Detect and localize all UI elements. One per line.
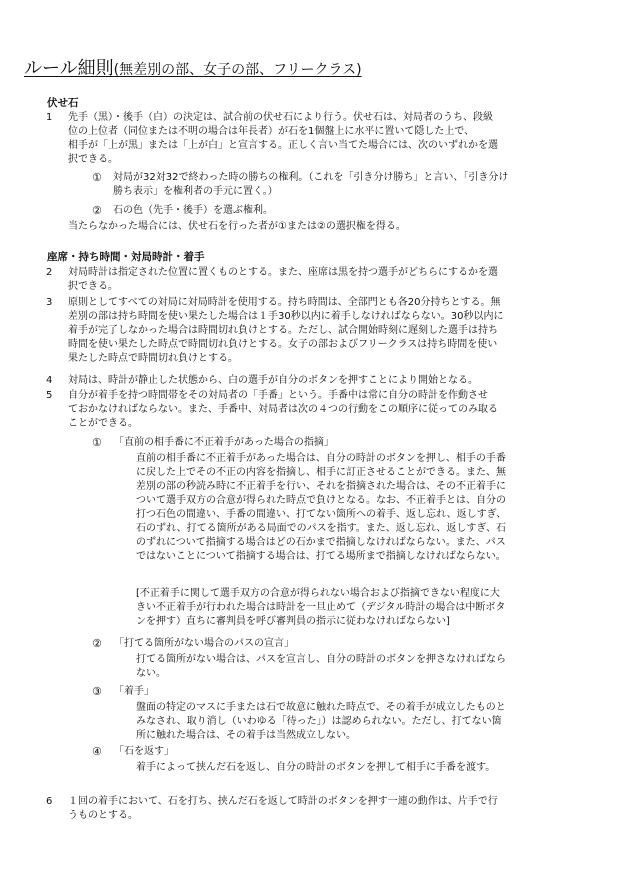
title-main: ルール細則 (24, 58, 114, 79)
choice-mark-2: ② (92, 204, 102, 217)
item-number-1: 1 (46, 112, 53, 123)
fallback-text: 当たらなかった場合には、伏せ石を行った者が①または②の選択権を得る。 (68, 221, 406, 232)
subitem-text-3: 盤面の特定のマスに手または石で故意に触れた時点で、その着手が成立したものと みなされ、取り消し（いわゆる「待った」）は認められない。ただし、打てない箇 所に触れた場合は、その着手は当然成立しない。 (136, 702, 506, 741)
subitem-heading-4: 「石を返す」 (114, 746, 174, 757)
subitem-heading-1: 「直前の相手番に不正着手があった場合の指摘」 (114, 437, 334, 448)
section-heading-seats-time: 座席・持ち時間・対局時計・着手 (47, 251, 205, 263)
item-text-6: １回の着手において、石を打ち、挟んだ石を返して時計のボタンを押す一連の動作は、片手で行 うものとする。 (68, 796, 498, 821)
page-title (24, 58, 362, 81)
item-number-3: 3 (46, 297, 53, 308)
subitem-heading-2: 「打てる箇所がない場合のパスの宣言」 (114, 638, 294, 649)
item-text-3: 原則としてすべての対局に対局時計を使用する。持ち時間は、全部門とも各20分持ちとする。無 差別の部は持ち時間を使い果たした場合は１手30秒以内に着手しなければならない。30秒以内に 着手が完了しなかった場合は時間切れ負けとする。ただし、試合開始時刻に遅刻した選手は持ち 時間を使い果たした時点で時間切れ負けとする。女子の部およびフリークラスは持ち時間を使い 果たした時点で時間切れ負けとする。 (68, 297, 504, 364)
item-number-4: 4 (46, 375, 53, 386)
title-subtitle: (無差別の部、女子の部、フリークラス) (113, 62, 362, 78)
subitem-mark-1: ① (92, 436, 102, 449)
subitem-mark-4: ④ (92, 745, 102, 758)
item-number-5: 5 (46, 390, 53, 401)
item-text-2: 対局時計は指定された位置に置くものとする。また、座席は黒を持つ選手がどちらにするかを選 択できる。 (68, 267, 498, 292)
choice-mark-1: ① (92, 171, 102, 184)
section-heading-fuseishi: 伏せ石 (47, 97, 79, 109)
subitem-note-1: [不正着手に関して選手双方の合意が得られない場合および指摘できない程度に大 きい不正着手が行われた場合は時計を一旦止めて（デジタル時計の場合は中断ボタ ンを押す）直ちに審判員を呼び審判員の指示に従わなければならない] (136, 588, 506, 627)
subitem-mark-2: ② (92, 637, 102, 650)
subitem-text-2: 打てる箇所がない場合は、パスを宣言し、自分の時計のボタンを押さなければなら ない。 (136, 654, 506, 679)
item-number-2: 2 (46, 267, 53, 278)
subitem-mark-3: ③ (92, 685, 102, 698)
choice-text-1: 対局が32対32で終わった時の勝ちの権利。（これを「引き分け勝ち」と言い、「引き分け 勝ち表示」を権利者の手元に置く。） (113, 172, 509, 197)
choice-text-2: 石の色（先手・後手）を選ぶ権利。 (113, 205, 273, 216)
item-text-5: 自分が着手を持つ時間帯をその対局者の「手番」という。手番中は常に自分の時計を作動させ ておかなければならない。また、手番中、対局者は次の４つの行動をこの順序に従ってのみ取る ことができる。 (68, 390, 498, 429)
subitem-text-4: 着手によって挟んだ石を返し、自分の時計のボタンを押して相手に手番を渡す。 (136, 762, 496, 773)
item-number-6: 6 (46, 796, 53, 807)
item-text-4: 対局は、時計が静止した状態から、白の選手が自分のボタンを押すことにより開始となる。 (68, 375, 478, 386)
subitem-heading-3: 「着手」 (114, 686, 154, 697)
item-text-1: 先手（黒）・後手（白）の決定は、試合前の伏せ石により行う。伏せ石は、対局者のうち、段級 位の上位者（同位または不明の場合は年長者）が石を1個盤上に水平に置いて隠した上で、 相手が「上が黒」または「上が白」と宣言する。正しく言い当てた場合には、次のいずれかを選 択できる。 (68, 112, 498, 165)
subitem-text-1: 直前の相手番に不正着手があった場合は、自分の時計のボタンを押し、相手の手番 に戻した上でその不正の内容を指摘し、相手に訂正させることができる。また、無 差別の部の秒読み時に不正着手を行い、それを指摘された場合は、その不正着手に ついて選手双方の合意が得られた時点で負けとなる。なお、不正着手とは、自分の 打つ石色の間違い、手番の間違い、打てない箇所への着手、返し忘れ、返しすぎ、 石のずれ、打てる箇所がある局面でのパスを指す。また、返し忘れ、返しすぎ、石 のずれについて指摘する場合はどの石かまで指摘しなければならない。また、パス ではないことについて指摘する場合は、打てる場所まで指摘しなければならない。 (136, 453, 507, 562)
